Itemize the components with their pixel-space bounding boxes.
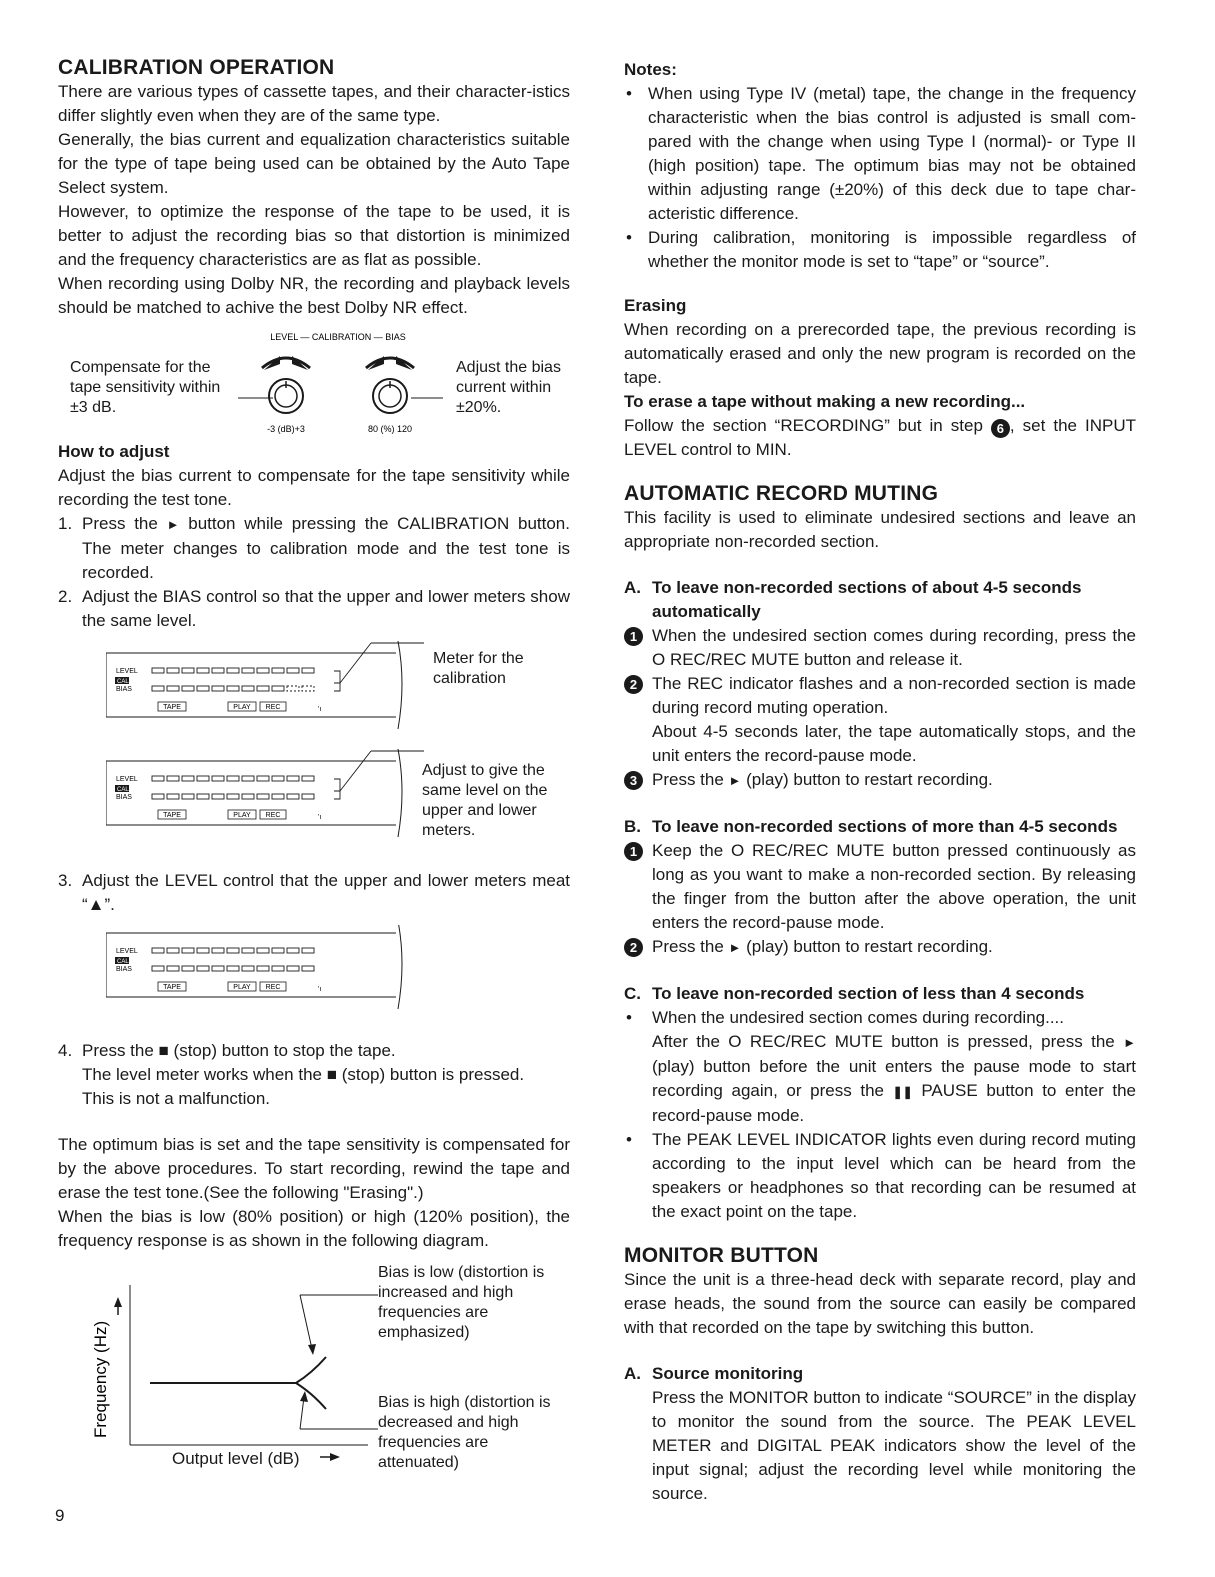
meter-bias-label: BIAS xyxy=(116,686,132,693)
meter-segment xyxy=(182,668,194,673)
meter-segment xyxy=(152,686,164,691)
bias-high-caption: Bias is high (distortion is decreased and high frequencies are attenuated) xyxy=(378,1394,551,1471)
bias-control-caption: Adjust the bias current within ±20%. xyxy=(456,359,561,416)
meter-segment xyxy=(287,794,299,799)
meter-indicator-label: PLAY xyxy=(233,812,251,819)
step-4: 4. Press the ■ (stop) button to stop the tape. The level meter works when the ■ (stop) button is pressed. This is not a malfunction. xyxy=(58,1041,525,1108)
meter-segment xyxy=(242,794,254,799)
calibration-controls-figure xyxy=(58,326,570,436)
meter-segment xyxy=(152,966,164,971)
calibration-title: CALIBRATION OPERATION xyxy=(58,56,335,79)
meter-cal-label: CAL xyxy=(117,959,129,965)
step-1: 1. Press the ► button while pressing the CALIBRATION button. The meter changes to calibration mode and the test tone is recorded. xyxy=(58,514,570,582)
left-column xyxy=(58,56,570,1473)
monitor-button-title: MONITOR BUTTON xyxy=(624,1244,819,1267)
meter-segment xyxy=(212,686,224,691)
play-icon: ► xyxy=(728,940,742,955)
note-1: • When using Type IV (metal) tape, the change in the frequency characteristic when the bias control is adjusted is small com-pared with the change when using Type I (normal)- or Type II (high position) tape. The optimum bias may not be obtained within adjusting range (±20%) of this deck due to tape char-acteristic difference. xyxy=(626,84,1136,223)
meter-tick-mark: 'ı xyxy=(318,706,322,713)
meter-segment xyxy=(242,686,254,691)
meter-segment xyxy=(257,776,269,781)
meter-segment xyxy=(182,776,194,781)
meter-segment xyxy=(302,794,314,799)
bias-knob-icon xyxy=(366,356,414,413)
section-b-heading: B. To leave non-recorded sections of more than 4-5 seconds xyxy=(624,817,1118,836)
meter-indicator-label: PLAY xyxy=(233,704,251,711)
meter-segment xyxy=(182,686,194,691)
play-icon: ► xyxy=(728,773,742,788)
source-monitoring-text: Press the MONITOR button to indicate “SOURCE” in the display to monitor the sound from the source. The PEAK LEVEL METER and DIGITAL PEAK indicators show the level of the input signal; adjust the recording level while monitoring the source. xyxy=(652,1388,1136,1503)
meter-segment xyxy=(272,686,284,691)
meter-segment xyxy=(197,948,209,953)
intro-paragraph-4: When recording using Dolby NR, the recording and playback levels should be matched to achive the best Dolby NR effect. xyxy=(58,274,570,317)
auto-record-muting-title: AUTOMATIC RECORD MUTING xyxy=(624,482,939,505)
monitor-button-text: Since the unit is a three-head deck with separate record, play and erase heads, the sound from the source can easily be compared with that recorded on the tape by switching this button. xyxy=(624,1270,1136,1337)
meter-segment xyxy=(257,966,269,971)
section-a-item-2: 2 The REC indicator flashes and a non-recorded section is made during record muting operation. About 4-5 seconds later, the tape automatically stops, and the unit enters the record-pause mode. xyxy=(624,672,1136,768)
meter-segment xyxy=(167,794,179,799)
meter-segment xyxy=(287,948,299,953)
graph-x-label: Output level (dB) xyxy=(172,1449,300,1468)
stop-icon: ■ xyxy=(158,1041,169,1060)
section-a-item-1: 1 When the undesired section comes during recording, press the O REC/REC MUTE button and release it. xyxy=(624,624,1136,672)
meter-level-label: LEVEL xyxy=(116,668,138,675)
section-b-item-2: 2 Press the ► (play) button to restart recording. xyxy=(624,935,1136,960)
meter-indicator-label: PLAY xyxy=(233,984,251,991)
meter-figure-2 xyxy=(58,747,570,861)
meter-segment xyxy=(182,948,194,953)
step-3: 3. Adjust the LEVEL control that the upper and lower meters meat “▲”. xyxy=(58,871,570,914)
play-icon: ► xyxy=(166,517,180,532)
meter-segment xyxy=(212,794,224,799)
level-control-caption: Compensate for the tape sensitivity within ±3 dB. xyxy=(70,359,221,416)
meter-segment xyxy=(197,794,209,799)
meter-segment xyxy=(227,686,239,691)
meter-indicator-label: TAPE xyxy=(163,812,181,819)
meter-segment xyxy=(242,948,254,953)
intro-paragraph-3: However, to optimize the response of the tape to be used, it is better to adjust the recording bias so that distortion is minimized and the frequency characteristics are as flat as possible. xyxy=(58,202,570,269)
meter-tick-mark: 'ı xyxy=(318,814,322,821)
meter-indicator-label: TAPE xyxy=(163,984,181,991)
meter-segment xyxy=(212,948,224,953)
meter-segment xyxy=(212,668,224,673)
meter-segment xyxy=(212,966,224,971)
section-c-heading: C. To leave non-recorded section of less than 4 seconds xyxy=(624,984,1085,1003)
meter-segment xyxy=(227,966,239,971)
meter-segment xyxy=(287,966,299,971)
erase-subtitle: To erase a tape without making a new recording... xyxy=(624,392,1026,411)
meter-indicator-label: REC xyxy=(265,984,281,991)
meter-segment xyxy=(302,668,314,673)
section-c-item-1: • When the undesired section comes during recording.... After the O REC/REC MUTE button is pressed, press the ► (play) button before the unit enters the pause mode to start recording again, or press the ❚❚ PAUSE button to enter the record-pause mode. xyxy=(626,1008,1137,1125)
level-knob-icon xyxy=(262,356,310,413)
section-a-heading: A. To leave non-recorded sections of about 4-5 seconds automatically xyxy=(624,578,1082,621)
meter-level-label: LEVEL xyxy=(116,776,138,783)
play-icon: ► xyxy=(1123,1035,1136,1050)
meter-segment xyxy=(152,776,164,781)
meter-indicator-label: REC xyxy=(265,704,281,711)
calibration-knobs xyxy=(228,326,458,436)
erasing-text: When recording on a prerecorded tape, the previous recording is automatically erased and only the new program is recorded on the tape. xyxy=(624,320,1136,387)
meter-segment xyxy=(212,776,224,781)
meter-cal-label: CAL xyxy=(117,787,129,793)
meter-segment xyxy=(287,668,299,673)
bias-low-caption: Bias is low (distortion is increased and high frequencies are emphasized) xyxy=(378,1264,545,1341)
meter-segment xyxy=(257,668,269,673)
meter-segment xyxy=(287,776,299,781)
meter-segment xyxy=(152,668,164,673)
note-2: • During calibration, monitoring is impossible regardless of whether the monitor mode is set to “tape” or “source”. xyxy=(626,228,1136,271)
notes-title: Notes: xyxy=(624,60,677,79)
meter-segment xyxy=(182,966,194,971)
meter-segment xyxy=(272,948,284,953)
meter-segment xyxy=(257,794,269,799)
section-a-item-3: 3 Press the ► (play) button to restart recording. xyxy=(624,768,1136,793)
section-b-item-1: 1 Keep the O REC/REC MUTE button pressed continuously as long as you want to make a non-recorded section. By releasing the finger from the button after the above operation, the unit enters the record-pause mode. xyxy=(624,839,1136,935)
erasing-title: Erasing xyxy=(624,296,687,315)
meter-segment xyxy=(167,668,179,673)
controls-header: LEVEL — CALIBRATION — BIAS xyxy=(270,332,406,342)
meter-figure-1 xyxy=(58,639,570,743)
meter-bias-label: BIAS xyxy=(116,966,132,973)
meter-segment xyxy=(197,966,209,971)
meter-segment xyxy=(302,686,314,691)
meter-segment xyxy=(227,776,239,781)
source-monitoring-heading: A. Source monitoring xyxy=(624,1364,804,1383)
level-meter-display xyxy=(106,747,456,861)
meter-tick-mark: 'ı xyxy=(318,986,322,993)
bias-scale-label: 80 (%) 120 xyxy=(367,424,413,434)
meter-segment xyxy=(242,776,254,781)
meter-segment xyxy=(272,776,284,781)
outro-paragraph-1: The optimum bias is set and the tape sensitivity is compensated for by the above procedures. To start recording, rewind the tape and erase the test tone.(See the following "Erasing".) xyxy=(58,1135,570,1202)
meter-indicator-label: TAPE xyxy=(163,704,181,711)
level-scale-label: -3 (dB)+3 xyxy=(267,424,305,434)
auto-record-muting-text: This facility is used to eliminate undesired sections and leave an appropriate non-recorded section. xyxy=(624,508,1136,551)
intro-paragraph-1: There are various types of cassette tapes, and their character-istics differ slightly even when they are of the same type. xyxy=(58,82,570,125)
how-to-adjust-text: Adjust the bias current to compensate for the tape sensitivity while recording the test tone. xyxy=(58,466,570,509)
meter-segment xyxy=(167,948,179,953)
meter-segment xyxy=(182,794,194,799)
pause-icon: ❚❚ xyxy=(892,1085,913,1099)
meter-segment xyxy=(197,776,209,781)
meter-segment xyxy=(302,776,314,781)
how-to-adjust-title: How to adjust xyxy=(58,442,170,461)
meter-segment xyxy=(152,948,164,953)
meter-segment xyxy=(257,948,269,953)
meter-segment xyxy=(287,686,299,691)
meter-segment xyxy=(302,966,314,971)
right-column xyxy=(624,56,1136,1506)
meter-segment xyxy=(167,966,179,971)
meter-bias-label: BIAS xyxy=(116,794,132,801)
meter-segment xyxy=(272,668,284,673)
level-meter-display xyxy=(106,925,456,1035)
bias-frequency-graph xyxy=(58,1263,570,1473)
meter-level-label: LEVEL xyxy=(116,948,138,955)
meter-segment xyxy=(272,966,284,971)
meter-1-caption: Meter for the calibration xyxy=(433,650,524,687)
meter-cal-label: CAL xyxy=(117,679,129,685)
meter-segment xyxy=(227,668,239,673)
intro-paragraph-2: Generally, the bias current and equalization characteristics suitable for the type of tape being used can be obtained by the Auto Tape Select system. xyxy=(58,130,570,197)
meter-segment xyxy=(242,668,254,673)
meter-segment xyxy=(197,668,209,673)
meter-segment xyxy=(242,966,254,971)
meter-2-caption: Adjust to give the same level on the upper and lower meters. xyxy=(422,762,548,839)
graph-y-label: Frequency (Hz) xyxy=(91,1320,110,1438)
stop-icon: ■ xyxy=(326,1065,337,1084)
erase-subtext: Follow the section “RECORDING” but in step 6 , set the INPUT LEVEL control to MIN. xyxy=(624,416,1136,459)
section-c-item-2: • The PEAK LEVEL INDICATOR lights even during record muting according to the input level which can be heard from the speakers or headphones so that recording can be resumed at the exact point on the tape. xyxy=(626,1130,1136,1221)
meter-segment xyxy=(167,776,179,781)
meter-segment xyxy=(257,686,269,691)
meter-segment xyxy=(152,794,164,799)
meter-segment xyxy=(227,948,239,953)
outro-paragraph-2: When the bias is low (80% position) or high (120% position), the frequency response is as shown in the following diagram. xyxy=(58,1207,570,1250)
step-number-badge: 6 xyxy=(991,419,1010,438)
meter-segment xyxy=(227,794,239,799)
meter-figure-3 xyxy=(58,925,570,1035)
meter-segment xyxy=(167,686,179,691)
frequency-response-diagram xyxy=(58,1263,378,1473)
meter-segment xyxy=(272,794,284,799)
meter-segment xyxy=(197,686,209,691)
page-number: 9 xyxy=(55,1506,65,1525)
meter-indicator-label: REC xyxy=(265,812,281,819)
step-2: 2. Adjust the BIAS control so that the upper and lower meters show the same level. xyxy=(58,587,570,630)
meter-segment xyxy=(302,948,314,953)
level-meter-display xyxy=(106,639,456,743)
